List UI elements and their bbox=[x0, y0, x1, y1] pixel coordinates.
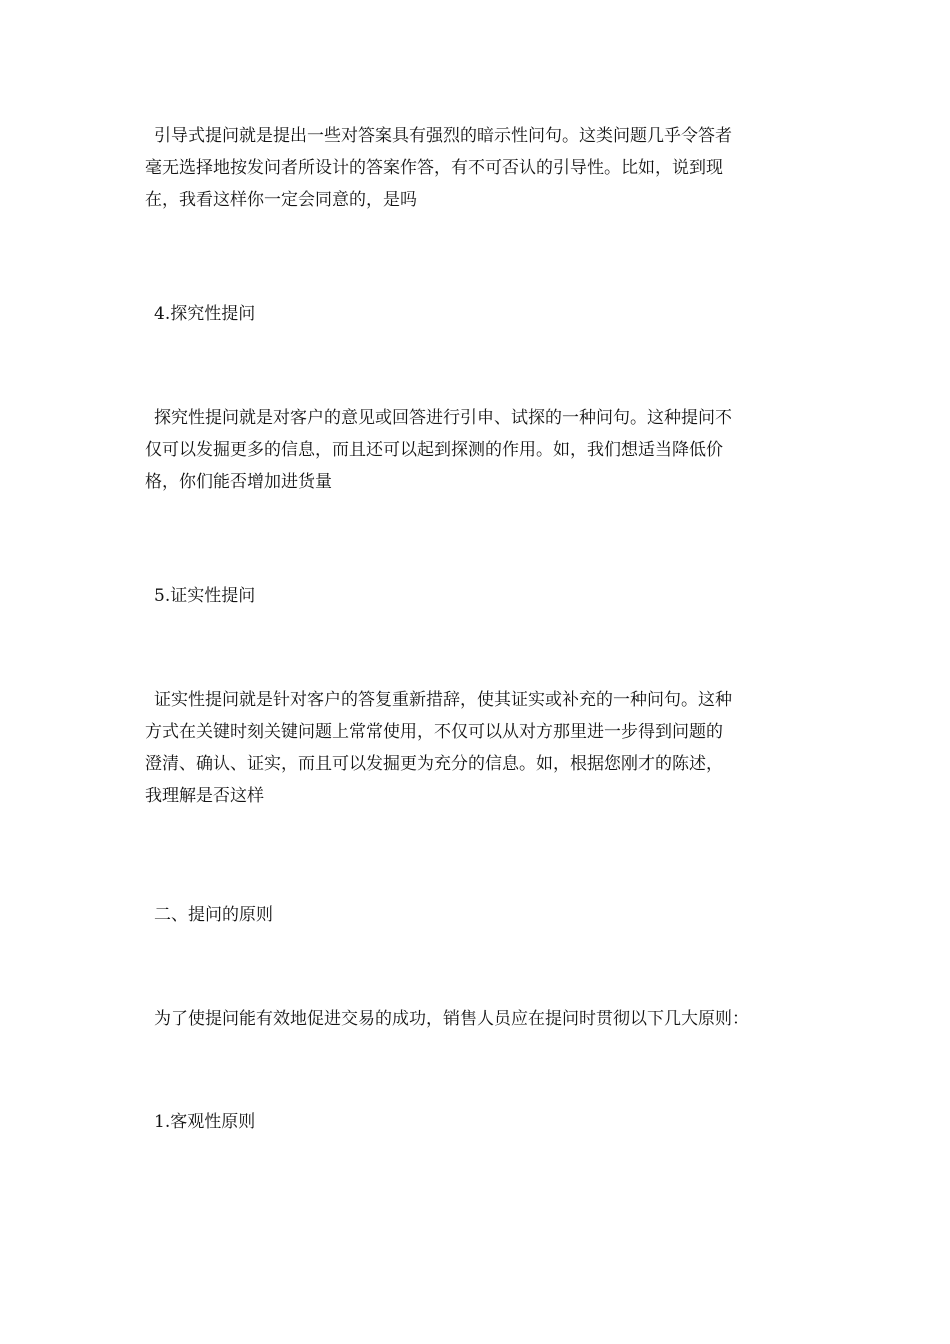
paragraph-probing-question bbox=[145, 402, 825, 498]
text-line: 方式在关键时刻关键问题上常常使用，不仅可以从对方那里进一步得到问题的 bbox=[145, 722, 723, 742]
paragraph-confirming-question bbox=[145, 684, 825, 812]
text-line: 引导式提问就是提出一些对答案具有强烈的暗示性问句。这类问题几乎令答者 bbox=[154, 126, 732, 146]
text-line: 澄清、确认、证实，而且可以发掘更为充分的信息。如，根据您刚才的陈述， bbox=[145, 754, 723, 774]
section-heading: 4.探究性提问 bbox=[154, 304, 256, 324]
text-line: 我理解是否这样 bbox=[145, 786, 264, 806]
text-line: 为了使提问能有效地促进交易的成功，销售人员应在提问时贯彻以下几大原则： bbox=[154, 1009, 749, 1029]
section-heading: 5.证实性提问 bbox=[154, 586, 256, 606]
text-line: 在，我看这样你一定会同意的，是吗 bbox=[145, 190, 417, 210]
heading-objectivity-principle bbox=[145, 1106, 825, 1138]
section-heading: 1.客观性原则 bbox=[154, 1112, 256, 1132]
section-heading: 二、提问的原则 bbox=[154, 905, 273, 925]
text-line: 仅可以发掘更多的信息，而且还可以起到探测的作用。如，我们想适当降低价 bbox=[145, 440, 723, 460]
heading-probing-question bbox=[145, 298, 825, 330]
paragraph-leading-question bbox=[145, 120, 825, 216]
text-line: 毫无选择地按发问者所设计的答案作答，有不可否认的引导性。比如，说到现 bbox=[145, 158, 723, 178]
text-line: 格，你们能否增加进货量 bbox=[145, 472, 332, 492]
text-line: 探究性提问就是对客户的意见或回答进行引申、试探的一种问句。这种提问不 bbox=[154, 408, 732, 428]
heading-questioning-principles bbox=[145, 899, 825, 931]
paragraph-principles-intro bbox=[145, 1003, 825, 1035]
text-line: 证实性提问就是针对客户的答复重新措辞，使其证实或补充的一种问句。这种 bbox=[154, 690, 732, 710]
heading-confirming-question bbox=[145, 580, 825, 612]
